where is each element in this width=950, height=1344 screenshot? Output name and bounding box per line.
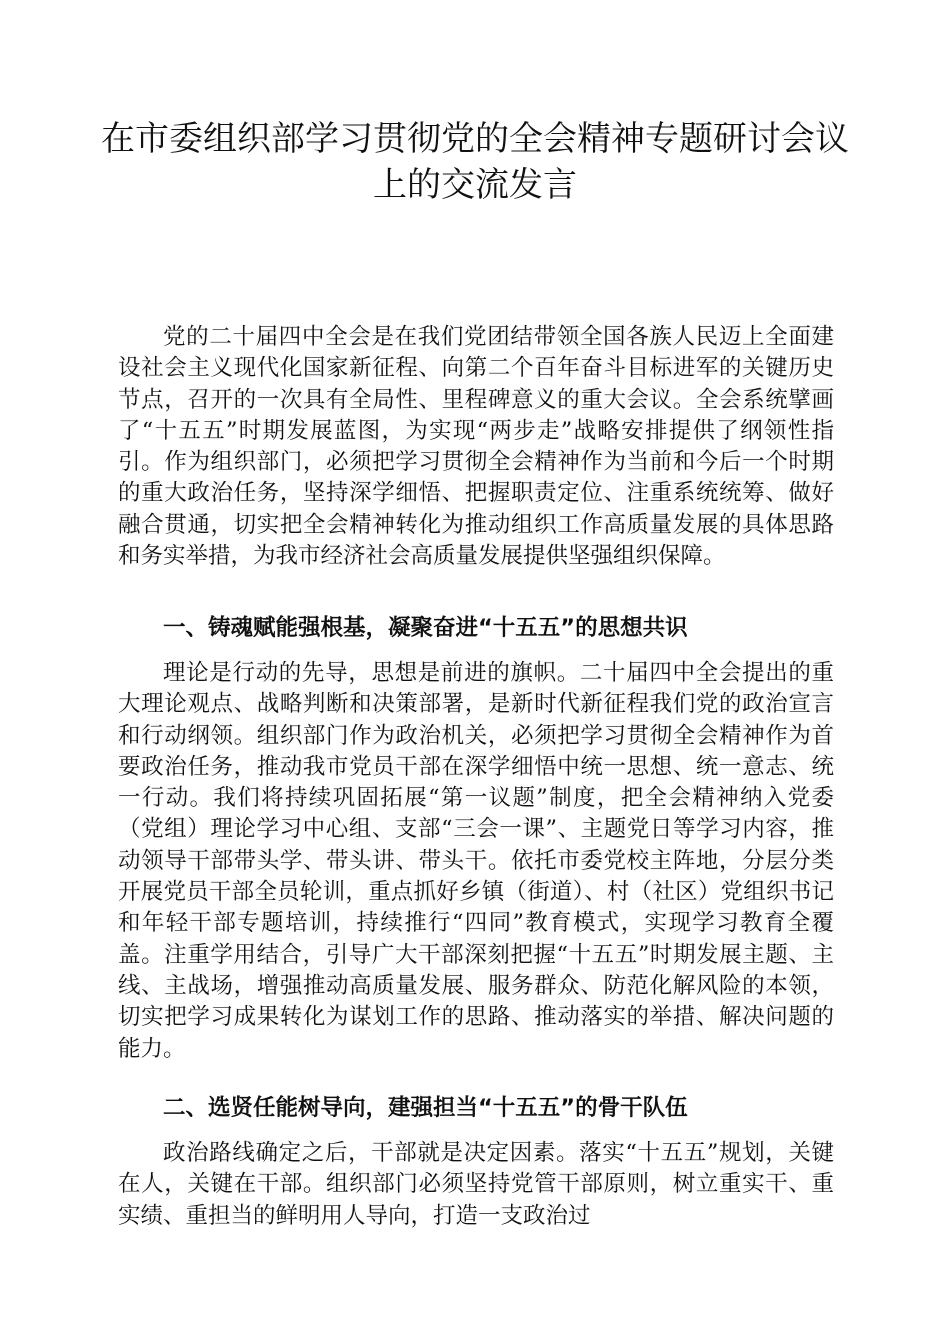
paragraph-section-2: 政治路线确定之后，干部就是决定因素。落实“十五五”规划，关键在人，关键在干部。组织部门必须坚持党管干部原则，树立重实干、重实绩、重担当的鲜明用人导向，打造一支政治过 xyxy=(118,1140,834,1229)
paragraph-intro: 党的二十届四中全会是在我们党团结带领全国各族人民迈上全面建设社会主义现代化国家新征程、向第二个百年奋斗目标进军的关键历史节点，召开的一次具有全局性、里程碑意义的重大会议。全会系统擘画了“十五五”时期发展蓝图，为实现“两步走”战略安排提供了纲领性指引。作为组织部门，必须把学习贯彻全会精神作为当前和今后一个时期的重大政治任务，坚持深学细悟、把握职责定位、注重系统统筹、做好融合贯通，切实把全会精神转化为推动组织工作高质量发展的具体思路和务实举措，为我市经济社会高质量发展提供坚强组织保障。 xyxy=(118,324,834,570)
section-heading-2: 二、选贤任能树导向，建强担当“十五五”的骨干队伍 xyxy=(163,1095,688,1121)
document-title: 在市委组织部学习贯彻党的全会精神专题研讨会议上的交流发言 xyxy=(101,119,849,205)
paragraph-section-1: 理论是行动的先导，思想是前进的旗帜。二十届四中全会提出的重大理论观点、战略判断和决策部署，是新时代新征程我们党的政治宣言和行动纲领。组织部门作为政治机关，必须把学习贯彻全会精神作为首要政治任务，推动我市党员干部在深学细悟中统一思想、统一意志、统一行动。我们将持续巩固拓展“第一议题”制度，把全会精神纳入党委（党组）理论学习中心组、支部“三会一课”、主题党日等学习内容，推动领导干部带头学、带头讲、带头干。依托市委党校主阵地，分层分类开展党员干部全员轮训，重点抓好乡镇（街道）、村（社区）党组织书记和年轻干部专题培训，持续推行“四同”教育模式，实现学习教育全覆盖。注重学用结合，引导广大干部深刻把握“十五五”时期发展主题、主线、主战场，增强推动高质量发展、服务群众、防范化解风险的本领，切实把学习成果转化为谋划工作的思路、推动落实的举措、解决问题的能力。 xyxy=(118,660,834,1062)
section-heading-1: 一、铸魂赋能强根基，凝聚奋进“十五五”的思想共识 xyxy=(163,615,688,641)
